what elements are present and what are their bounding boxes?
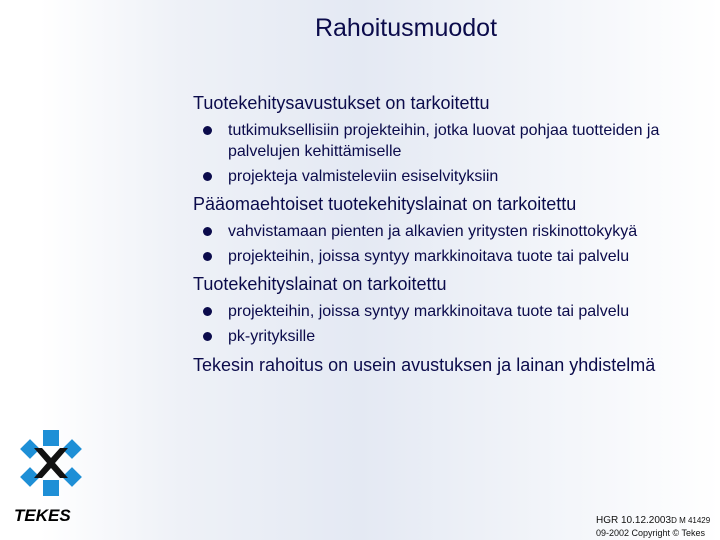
list-item (193, 301, 668, 322)
section-3 (193, 273, 693, 347)
bullet-icon (203, 126, 212, 135)
section-heading: Tuotekehitysavustukset on tarkoitettu (193, 93, 490, 113)
tekes-logo-icon (20, 428, 82, 498)
footer-meta (596, 515, 710, 526)
bullet-list (193, 301, 693, 347)
copyright: 09-2002 Copyright © Tekes (596, 528, 706, 538)
bullet-icon (203, 227, 212, 236)
list-item (193, 221, 668, 242)
list-item (193, 120, 668, 162)
list-item-text: projekteihin, joissa syntyy markkinoitava tuote tai palvelu (228, 248, 630, 265)
section-2 (193, 193, 693, 267)
section-heading: Tuotekehityslainat on tarkoitettu (193, 274, 447, 294)
closing-statement: Tekesin rahoitus on usein avustuksen ja lainan yhdistelmä (193, 355, 656, 375)
section-1 (193, 92, 693, 187)
slide-content (193, 92, 693, 377)
doc-id: D M 41429 (671, 516, 711, 525)
author-date: HGR 10.12.2003 (596, 515, 672, 526)
bullet-icon (203, 172, 212, 181)
slide-title: Rahoitusmuodot (314, 14, 498, 42)
list-item-text: projekteja valmisteleviin esiselvityksiin (228, 168, 499, 185)
bullet-list (193, 221, 693, 267)
list-item-text: vahvistamaan pienten ja alkavien yritysten riskinottokykyä (228, 223, 638, 240)
logo-wordmark: TEKES (14, 506, 71, 525)
section-heading: Pääomaehtoiset tuotekehityslainat on tarkoitettu (193, 194, 577, 214)
list-item-text: pk-yrityksille (228, 328, 316, 345)
list-item-text: projekteihin, joissa syntyy markkinoitava tuote tai palvelu (228, 303, 630, 320)
list-item (193, 326, 668, 347)
list-item (193, 166, 668, 187)
list-item (193, 246, 668, 267)
bullet-list (193, 120, 693, 187)
list-item-text: tutkimuksellisiin projekteihin, jotka luovat pohjaa tuotteiden ja palvelujen kehittämiselle (228, 122, 660, 160)
bullet-icon (203, 252, 212, 261)
bullet-icon (203, 332, 212, 341)
bullet-icon (203, 307, 212, 316)
